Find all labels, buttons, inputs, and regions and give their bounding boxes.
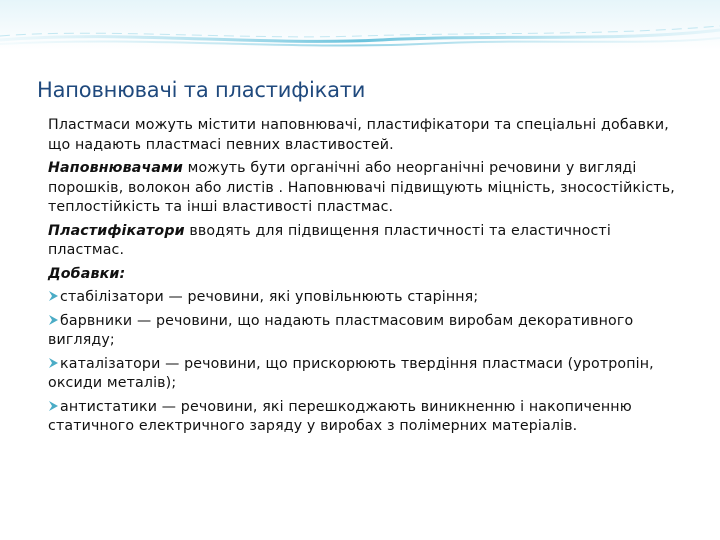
arrow-bullet-icon <box>48 400 59 412</box>
fillers-paragraph <box>48 159 688 218</box>
slide-content <box>48 116 688 441</box>
arrow-bullet-icon <box>48 357 59 369</box>
plasticizers-term: Пластифікатори <box>48 222 185 239</box>
intro-paragraph: Пластмаси можуть містити наповнювачі, пластифікатори та спеціальні добавки, що надають пластмасі певних властивостей. <box>48 117 669 153</box>
additives-suffix: : <box>119 265 126 282</box>
header-wave-decoration <box>0 0 720 70</box>
arrow-bullet-icon <box>48 314 59 326</box>
bullet-text: барвники — речовини, що надають пластмасовим виробам декоративного вигляду; <box>48 312 634 348</box>
bullet-text: антистатики — речовини, які перешкоджають виникненню і накопиченню статичного електричного заряду у виробах з полімерних матеріалів. <box>48 398 632 434</box>
additives-heading <box>48 265 688 285</box>
plasticizers-paragraph <box>48 222 688 261</box>
fillers-text: можуть бути органічні або неорганічні речовини у вигляді порошків, волокон або листів . Наповнювачі підвищують міцність, зносостійкість, теплостійкість та інші властивості пластмас. <box>48 160 675 215</box>
additives-term: Добавки <box>48 265 120 282</box>
list-item <box>48 312 688 351</box>
bullet-text: каталізатори — речовини, що прискорюють твердіння пластмаси (уротропін, оксиди металів); <box>48 355 654 391</box>
list-item <box>48 288 688 308</box>
list-item <box>48 398 688 437</box>
page-title: Наповнювачі та пластифікати <box>37 78 366 102</box>
fillers-term: Наповнювачами <box>48 160 183 176</box>
arrow-bullet-icon <box>48 290 59 302</box>
list-item <box>48 355 688 394</box>
plasticizers-text: вводять для підвищення пластичності та еластичності пластмас. <box>48 222 611 258</box>
bullet-text: стабілізатори — речовини, які уповільнюють старіння; <box>60 289 479 305</box>
